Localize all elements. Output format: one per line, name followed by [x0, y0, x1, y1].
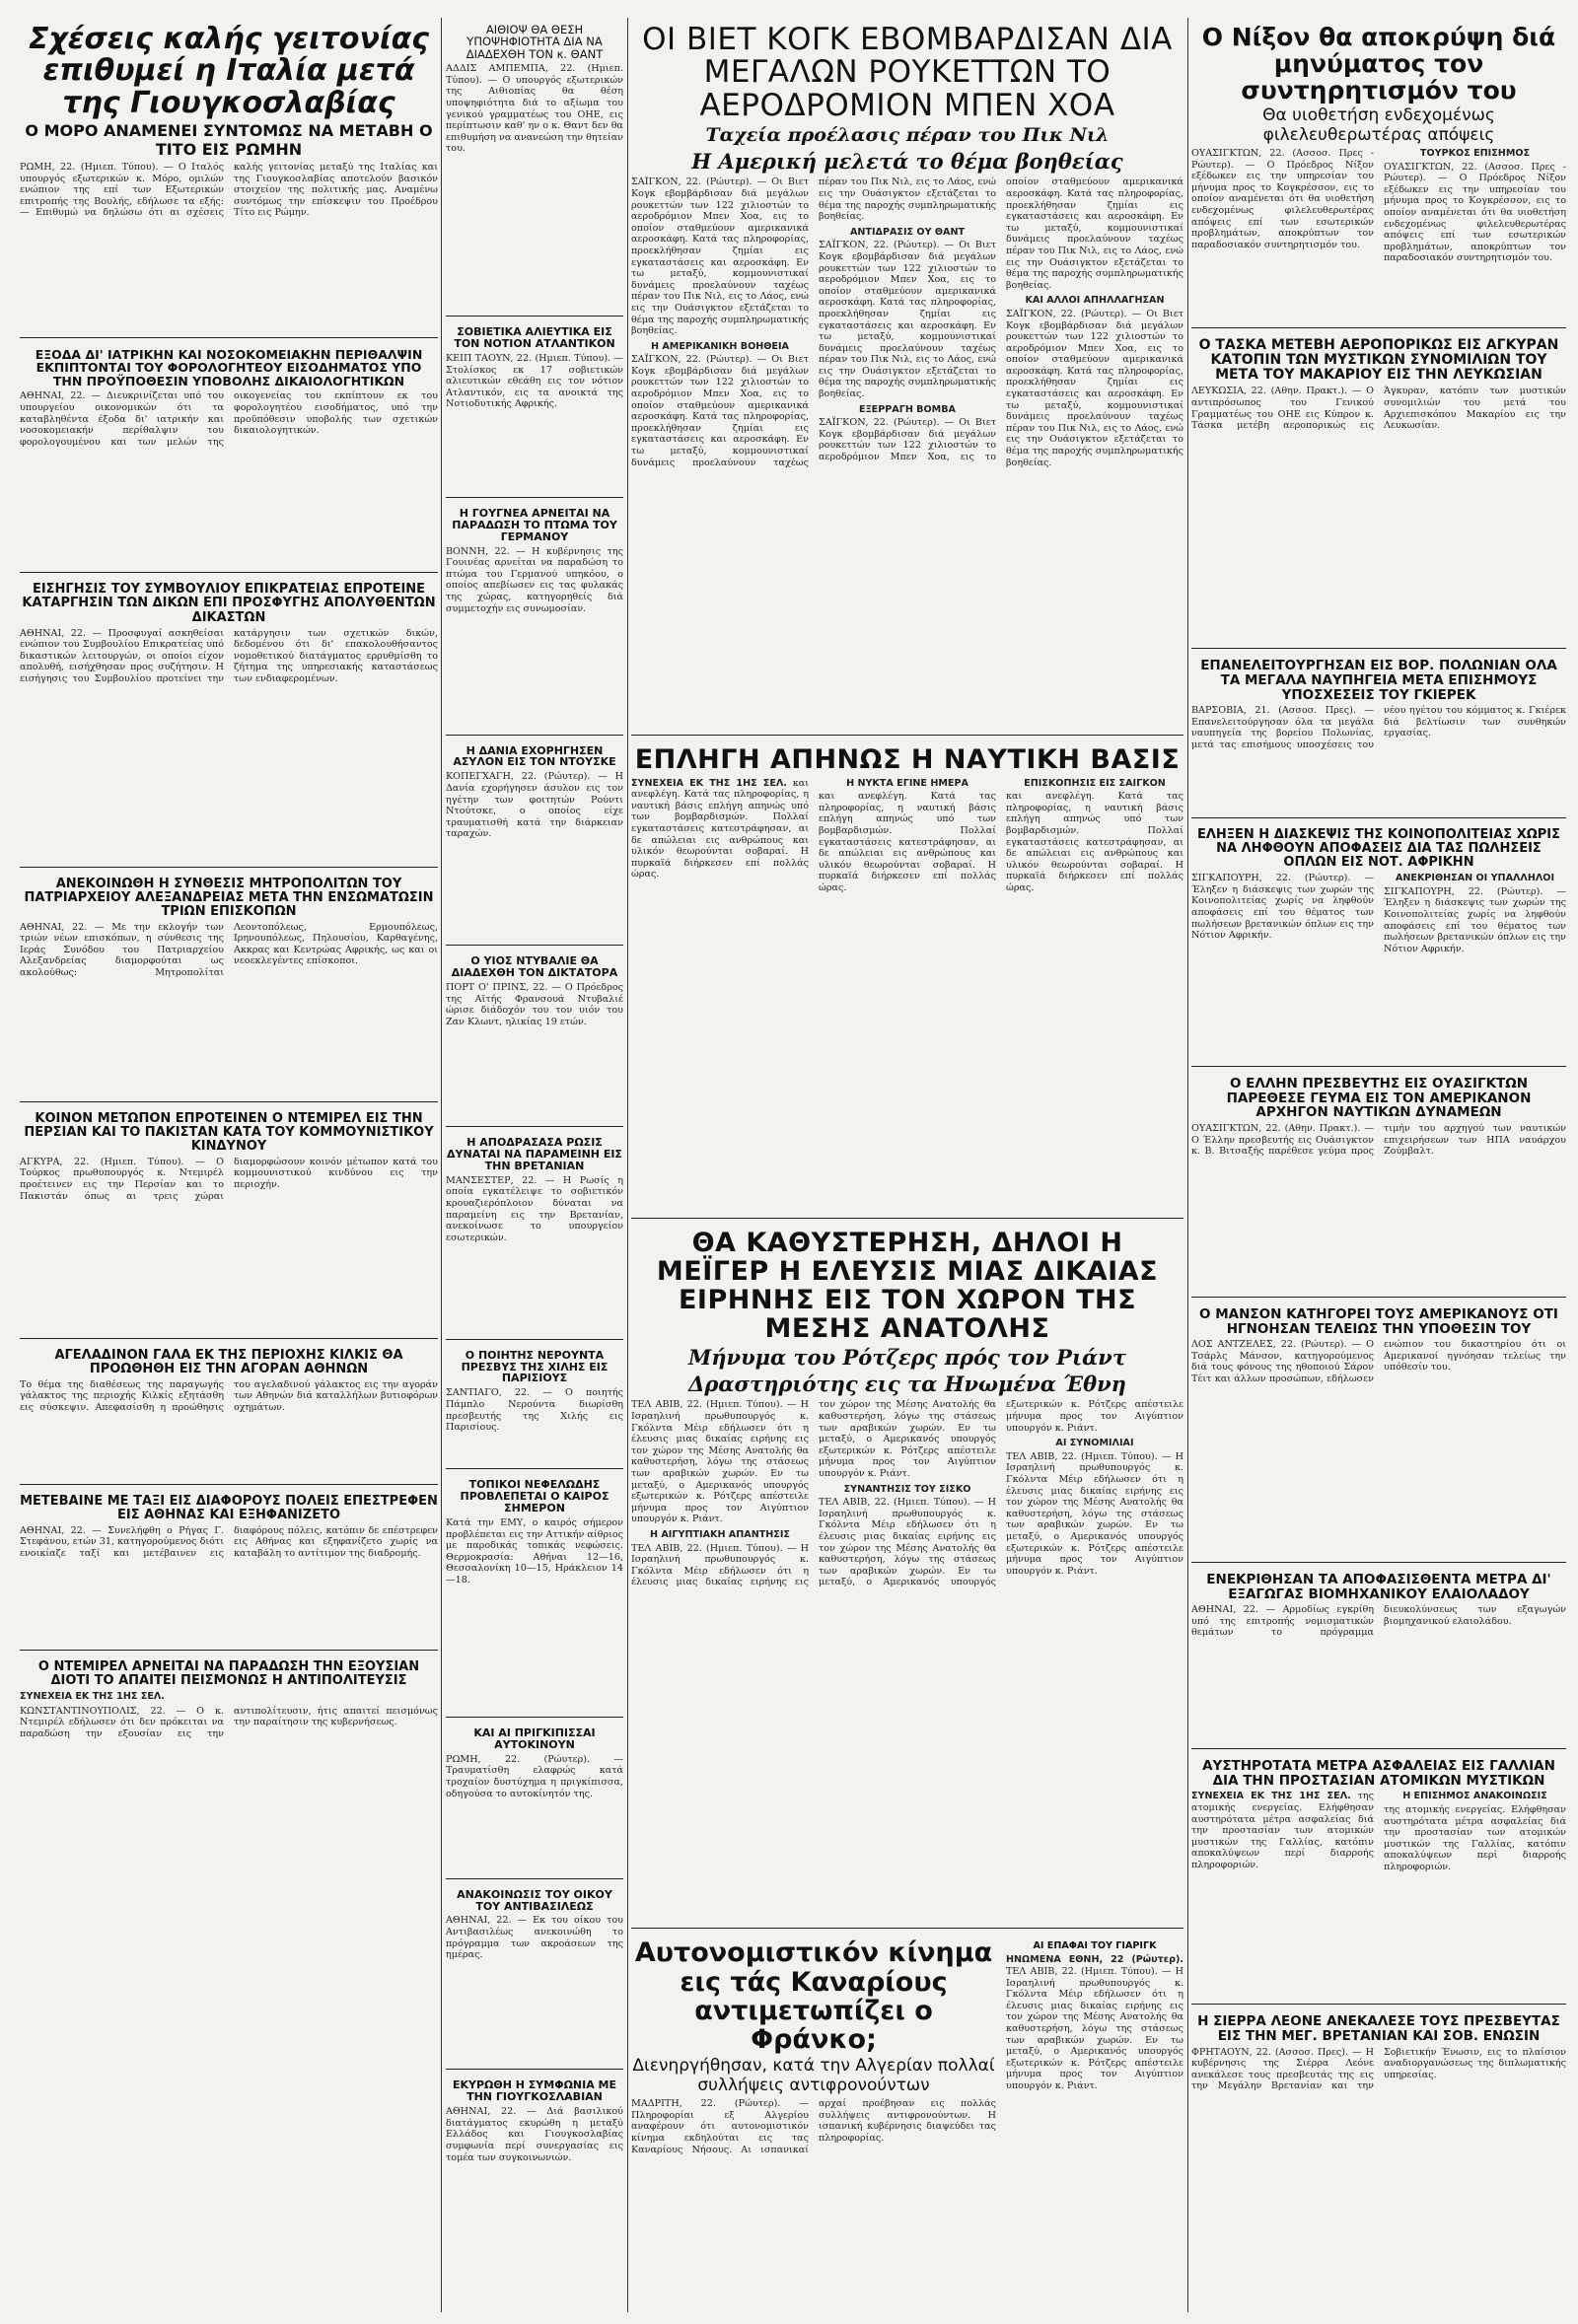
- article-sierra-leone: [1191, 2008, 1566, 2219]
- article-patriarchate: [20, 872, 438, 1102]
- section-subhead: Η ΕΠΙΣΗΜΟΣ ΑΝΑΚΟΙΝΩΣΙΣ: [1402, 1791, 1547, 1802]
- headline: ΟΙ ΒΙΕΤ ΚΟΓΚ ΕΒΟΜΒΑΡΔΙΣΑΝ ΔΙΑ ΜΕΓΑΛΩΝ ΡΟΥΚΕΤΤΩΝ ΤΟ ΑΕΡΟΔΡΟΜΙΟΝ ΜΠΕΝ ΧΟΑ: [642, 22, 1173, 123]
- article-demirel-front: [20, 1106, 438, 1339]
- article-duvalier: [446, 950, 623, 1127]
- article-body: ΑΘΗΝΑΙ, 22. — Εκ του οίκου του Αντιβασιλέως ανεκοινώθη το πρόγραμμα των ακροάσεων της ημέρας.: [446, 1915, 623, 1961]
- article-body-cont: ΣΑΪΓΚΟΝ, 22. (Ρώυτερ). — Οι Βιετ Κογκ εβομβάρδισαν διά μεγάλων ρουκεττών των 122 χιλιοστών το αεροδρόμιον Μπεν Χοα, εις το οποίον σταθμεύουν αμερικανικά αεροσκάφη. Κατά τας πληροφορίας, προεκλήθησαν ζημίαι εις εγκαταστάσεις και αεροσκάφη. Εν τω μεταξύ, κομμουνιστικαί δυνάμεις προελαύνουν ταχέως πέραν του Πικ Νιλ, εις το Λάος, ενώ εις την Ουάσιγκτον εξετάζεται το θέμα της παροχής συμπληρωματικής βοηθείας.: [631, 176, 996, 468]
- article-body: ΟΥΑΣΙΓΚΤΩΝ, 22. (Αθην. Πρακτ.). — Ο Έλλην πρεσβευτής εις Ουάσιγκτον κ. Β. Βιτσαξής παρέθεσε γεύμα προς τιμήν του αρχηγού των ναυτικών επιχειρήσεων των ΗΠΑ ναυάρχου Ζούμβαλτ.: [1191, 1122, 1566, 1158]
- article-denmark-asylum: [446, 739, 623, 947]
- article-kilkis-milk: [20, 1343, 438, 1485]
- article-body: ΑΔΔΙΣ ΑΜΠΕΜΠΑ, 22. (Ημιεπ. Τύπου). — Ο υπουργός εξωτερικών της Αιθιοπίας θα θέση υποψηφιότητα διά το αξίωμα του γενικού γραμματέως του ΟΗΕ, εις περίπτωσιν καθ' ην ο κ. Θαντ δεν θα επιθυμήση να ανανεώση την θητείαν του.: [446, 63, 623, 155]
- article-body: ΣΥΝΕΧΕΙΑ ΕΚ ΤΗΣ 1ΗΣ ΣΕΛ. της ατομικής ενεργείας. Ελήφθησαν αυστηρότατα μέτρα ασφαλείας διά την προστασίαν των ατομικών μυστικών της Γαλλίας, κατόπιν αποκαλύψεων περί διαρροής πληροφοριών. Η ΕΠΙΣΗΜΟΣ ΑΝΑΚΟΙΝΩΣΙΣ της ατομικής ενεργείας. Ελήφθησαν αυστηρότατα μέτρα ασφαλείας διά την προστασίαν των ατομικών μυστικών της Γαλλίας, κατόπιν αποκαλύψεων περί διαρροής πληροφοριών.: [1191, 1791, 1566, 1873]
- section-subhead: ΑΝΤΙΔΡΑΣΙΣ ΟΥ ΘΑΝΤ: [849, 226, 966, 238]
- column-2: [446, 18, 623, 2312]
- section-subhead: Η ΝΥΚΤΑ ΕΓΙΝΕ ΗΜΕΡΑ: [846, 777, 968, 789]
- subheadline: Θα υιοθετήση ενδεχομένως φιλελευθερωτέρας απόψεις: [1262, 106, 1495, 145]
- section-subhead: ΑΙ ΣΥΝΟΜΙΛΙΑΙ: [1055, 1438, 1134, 1449]
- article-body: ΑΘΗΝΑΙ, 22. — Διά βασιλικού διατάγματος εκυρώθη η μεταξύ Ελλάδος και Γιουγκοσλαβίας συμφωνία περί συνεργασίας εις τομέα των συγκοινωνιών.: [446, 2106, 623, 2163]
- article-guinea: [446, 502, 623, 736]
- article-body: Κατά την ΕΜΥ, ο καιρός σήμερον προβλέπεται εις την Αττικήν αίθριος με παροδικάς τοπικάς νεφώσεις. Θερμοκρασία: Αθήναι 12—16, Θεσσαλονίκη 10—15, Ηράκλειον 14—18.: [446, 1516, 623, 1585]
- headline: Ο ΤΑΣΚΑ ΜΕΤΕΒΗ ΑΕΡΟΠΟΡΙΚΩΣ ΕΙΣ ΑΓΚΥΡΑΝ ΚΑΤΟΠΙΝ ΤΩΝ ΜΥΣΤΙΚΩΝ ΣΥΝΟΜΙΛΙΩΝ ΤΟΥ ΜΕΤΑ ΤΟΥ ΜΑΚΑΡΙΟΥ ΕΙΣ ΤΗΝ ΛΕΥΚΩΣΙΑΝ: [1198, 337, 1559, 384]
- article-body: ΗΝΩΜΕΝΑ ΕΘΝΗ, 22 (Ρώυτερ). ΤΕΛ ΑΒΙΒ, 22. (Ημιεπ. Τύπου). — Η Ισραηλινή πρωθυπουργός κ. Γκόλντα Μέιρ εδήλωσεν ότι η έλευσις μιας δικαίας ειρήνης εις τον χώρον της Μέσης Ανατολής θα καθυστερήση, λόγω της στάσεως των αραβικών χωρών. Εν τω μεταξύ, ο Αμερικανός υπουργός εξωτερικών κ. Ρότζερς απέστειλε μήνυμα προς τον Αιγύπτιον υπουργόν κ. Ριάντ.: [1006, 1954, 1184, 2091]
- headline: ΚΑΙ ΑΙ ΠΡΙΓΚΙΠΙΣΣΑΙ ΑΥΤΟΚΙΝΟΥΝ: [473, 1725, 596, 1751]
- article-body: ΦΡΗΤΑΟΥΝ, 22. (Ασσοσ. Πρες). — Η κυβέρνησις της Σιέρρα Λεόνε ανεκάλεσε τους πρεσβευτάς της εις την Μεγάλην Βρετανίαν και την Σοβιετικήν Ένωσιν, εις το πλαίσιον αναδιοργανώσεως της διπλωματικής υπηρεσίας.: [1191, 2046, 1566, 2092]
- subheadline: Ταχεία προέλασις πέραν του Πικ Νιλ: [705, 124, 1110, 147]
- subheadline: Ο ΜΟΡΟ ΑΝΑΜΕΝΕΙ ΣΥΝΤΟΜΩΣ ΝΑ ΜΕΤΑΒΗ Ο ΤΙΤΟ ΕΙΣ ΡΩΜΗΝ: [25, 121, 433, 159]
- article-body-cont: ΤΕΛ ΑΒΙΒ, 22. (Ημιεπ. Τύπου). — Η Ισραηλινή πρωθυπουργός κ. Γκόλντα Μέιρ εδήλωσεν ότι η έλευσις μιας δικαίας ειρήνης εις τον χώρον της Μέσης Ανατολής θα καθυστερήση, λόγω της στάσεως των αραβικών χωρών. Εν τω μεταξύ, ο Αμερικανός υπουργός εξωτερικών κ. Ρότζερς απέστειλε μήνυμα προς τον Αιγύπτιον υπουργόν κ. Ριάντ.: [631, 1399, 996, 1588]
- article-body: ΑΘΗΝΑΙ, 22. — Με την εκλογήν των τριών νέων επισκόπων, η σύνθεσις της Ιεράς Συνόδου του Πατριαρχείου Αλεξανδρείας διαμορφούται ως ακολούθως: Μητροπολίται Λεοντοπόλεως, Ερμουπόλεως, Ιρηνουπόλεως, Πηλουσίου, Καρθαγένης, Ακκρας και Κεντρώας Αφρικής, ως και οι νεοεκλεγέντες επίσκοποι.: [20, 921, 438, 979]
- headline: Η ΣΙΕΡΡΑ ΛΕΟΝΕ ΑΝΕΚΑΛΕΣΕ ΤΟΥΣ ΠΡΕΣΒΕΥΤΑΣ ΕΙΣ ΤΗΝ ΜΕΓ. ΒΡΕΤΑΝΙΑΝ ΚΑΙ ΣΟΒ. ΕΝΩΣΙΝ: [1197, 2013, 1560, 2045]
- headline: ΕΙΣΗΓΗΣΙΣ ΤΟΥ ΣΥΜΒΟΥΛΙΟΥ ΕΠΙΚΡΑΤΕΙΑΣ ΕΠΡΟΤΕΙΝΕ ΚΑΤΑΡΓΗΣΙΝ ΤΩΝ ΔΙΚΩΝ ΕΠΙ ΠΡΟΣΦΥΓΗΣ ΑΠΟΛΥΘΕΝΤΩΝ ΔΙΚΑΣΤΩΝ: [22, 582, 436, 625]
- article-body-cont: ΤΕΛ ΑΒΙΒ, 22. (Ημιεπ. Τύπου). — Η Ισραηλινή πρωθυπουργός κ. Γκόλντα Μέιρ εδήλωσεν ότι η έλευσις μιας δικαίας ειρήνης εις τον χώρον της Μέσης Ανατολής θα καθυστερήση, λόγω της στάσεως των αραβικών χωρών. Εν τω μεταξύ, ο Αμερικανός υπουργός εξωτερικών κ. Ρότζερς απέστειλε μήνυμα προς τον Αιγύπτιον υπουργόν κ. Ριάντ.: [1006, 1450, 1184, 1577]
- article-princess: [446, 1722, 623, 1879]
- article-body: ΚΟΠΕΓΧΑΓΗ, 22. (Ρώυτερ). — Η Δανία εχορήγησεν άσυλον εις τον ηγέτην των φοιτητών Ρούντι Ντούτσκε, ο οποίος είχε τραυματισθή κατά την διάρκειαν ταραχών.: [446, 771, 623, 840]
- section-subhead: ΣΥΝΑΝΤΗΣΙΣ ΤΟΥ ΣΙΣΚΟ: [843, 1483, 971, 1495]
- column-rule: [1187, 18, 1188, 2312]
- headline: ΕΚΥΡΩΘΗ Η ΣΥΜΦΩΝΙΑ ΜΕ ΤΗΝ ΓΙΟΥΓΚΟΣΛΑΒΙΑΝ: [452, 2078, 617, 2104]
- section-subhead: ΤΟΥΡΚΟΣ ΕΠΙΣΗΜΟΣ: [1419, 148, 1531, 160]
- column-4: [1191, 18, 1566, 2312]
- headline: Η ΓΟΥΓΝΕΑ ΑΡΝΕΙΤΑΙ ΝΑ ΠΑΡΑΔΩΣΗ ΤΟ ΠΤΩΜΑ ΤΟΥ ΓΕΡΜΑΝΟΥ: [452, 506, 617, 543]
- article-canaries: [631, 1933, 1184, 2203]
- article-manson: [1191, 1302, 1566, 1563]
- headline: ΘΑ ΚΑΘΥΣΤΕΡΗΣΗ, ΔΗΛΟΙ Η ΜΕΪΓΕΡ Η ΕΛΕΥΣΙΣ ΜΙΑΣ ΔΙΚΑΙΑΣ ΕΙΡΗΝΗΣ ΕΙΣ ΤΟΝ ΧΩΡΟΝ ΤΗΣ ΜΕΣΗΣ ΑΝΑΤΟΛΗΣ: [656, 1227, 1159, 1345]
- section-subhead: ΚΑΙ ΑΛΛΟΙ ΑΠΗΛΛΑΓΗΣΑΝ: [1025, 295, 1165, 307]
- article-viet-cong: [631, 18, 1184, 736]
- headline: Ο ΜΑΝΣΟΝ ΚΑΤΗΓΟΡΕΙ ΤΟΥΣ ΑΜΕΡΙΚΑΝΟΥΣ ΟΤΙ ΗΓΝΟΗΣΑΝ ΤΕΛΕΙΩΣ ΤΗΝ ΥΠΟΘΕΣΙΝ ΤΟΥ: [1199, 1305, 1558, 1337]
- article-soviet-fishing: [446, 320, 623, 498]
- article-body-cont: ΣΑΪΓΚΟΝ, 22. (Ρώυτερ). — Οι Βιετ Κογκ εβομβάρδισαν διά μεγάλων ρουκεττών των 122 χιλιοστών το αεροδρόμιον Μπεν Χοα, εις το οποίον σταθμεύουν αμερικανικά αεροσκάφη. Κατά τας πληροφορίας, προεκλήθησαν ζημίαι εις εγκαταστάσεις και αεροσκάφη. Εν τω μεταξύ, κομμουνιστικαί δυνάμεις προελαύνουν ταχέως πέραν του Πικ Νιλ, εις το Λάος, ενώ εις την Ουάσιγκτον εξετάζεται το θέμα της παροχής συμπληρωματικής βοηθείας.: [819, 240, 996, 400]
- headline: ΕΛΗΞΕΝ Η ΔΙΑΣΚΕΨΙΣ ΤΗΣ ΚΟΙΝΟΠΟΛΙΤΕΙΑΣ ΧΩΡΙΣ ΝΑ ΛΗΦΘΟΥΝ ΑΠΟΦΑΣΕΙΣ ΔΙΑ ΤΑΣ ΠΩΛΗΣΕΙΣ ΟΠΛΩΝ ΕΙΣ ΝΟΤ. ΑΦΡΙΚΗΝ: [1196, 827, 1561, 871]
- article-body: ΒΟΝΝΗ, 22. — Η κυβέρνησις της Γουινέας αρνείται να παραδώση το πτώμα του Γερμανού υπηκόου, ο οποίος απεβίωσεν εις τας φυλακάς της χώρας, κατηγορηθείς διά συμμετοχήν εις συνωμοσίαν.: [446, 545, 623, 614]
- article-body: ΒΑΡΣΟΒΙΑ, 21. (Ασσοσ. Πρες). — Επανελειτούργησαν όλα τα μεγάλα ναυπηγεία της βορείου Πολωνίας, μετά τας επισήμους υποσχέσεις του νέου ηγέτου του κόμματος κ. Γκιέρεκ διά βελτίωσιν των συνθηκών εργασίας.: [1191, 705, 1566, 750]
- article-ethiopia-un: [446, 18, 623, 317]
- headline: Ο Νίξον θα αποκρύψη διά μηνύματος τον συντηρητισμόν του: [1201, 23, 1556, 105]
- headline: ΚΟΙΝΟΝ ΜΕΤΩΠΟΝ ΕΠΡΟΤΕΙΝΕΝ Ο ΝΤΕΜΙΡΕΛ ΕΙΣ ΤΗΝ ΠΕΡΣΙΑΝ ΚΑΙ ΤΟ ΠΑΚΙΣΤΑΝ ΚΑΤΑ ΤΟΥ ΚΟΜΜΟΥΝΙΣΤΙΚΟΥ ΚΙΝΔΥΝΟΥ: [24, 1110, 434, 1154]
- section-subhead: ΕΞΕΡΡΑΓΗ ΒΟΜΒΑ: [859, 403, 956, 415]
- article-body: ΑΘΗΝΑΙ, 22. — Συνελήφθη ο Ρήγας Γ. Στεφάνου, ετών 31, κατηγορούμενος διότι ενοικίαζε ταξί και μετέβαινεν εις διαφόρους πόλεις, κατόπιν δε επέστρεφεν εις Αθήνας και εξηφανίζετο χωρίς να καταβάλη το αντίτιμον της διαδρομής.: [20, 1524, 438, 1560]
- section-subhead: ΕΠΙΣΚΟΠΗΣΙΣ ΕΙΣ ΣΑΪΓΚΟΝ: [1024, 777, 1166, 789]
- article-body: ΤΕΛ ΑΒΙΒ, 22. (Ημιεπ. Τύπου). — Η Ισραηλινή πρωθυπουργός κ. Γκόλντα Μέιρ εδήλωσεν ότι η έλευσις μιας δικαίας ειρήνης εις τον χώρον της Μέσης Ανατολής θα καθυστερήση, λόγω της στάσεως των αραβικών χωρών. Εν τω μεταξύ, ο Αμερικανός υπουργός εξωτερικών κ. Ρότζερς απέστειλε μήνυμα προς τον Αιγύπτιον υπουργόν κ. Ριάντ. Η ΑΙΓΥΠΤΙΑΚΗ ΑΠΑΝΤΗΣΙΣ ΤΕΛ ΑΒΙΒ, 22. (Ημιεπ. Τύπου). — Η Ισραηλινή πρωθυπουργός κ. Γκόλντα Μέιρ εδήλωσεν ότι η έλευσις μιας δικαίας ειρήνης εις τον χώρον της Μέσης Ανατολής θα καθυστερήση, λόγω της στάσεως των αραβικών χωρών. Εν τω μεταξύ, ο Αμερικανός υπουργός εξωτερικών κ. Ρότζερς απέστειλε μήνυμα προς τον Αιγύπτιον υπουργόν κ. Ριάντ. ΣΥΝΑΝΤΗΣΙΣ ΤΟΥ ΣΙΣΚΟ ΤΕΛ ΑΒΙΒ, 22. (Ημιεπ. Τύπου). — Η Ισραηλινή πρωθυπουργός κ. Γκόλντα Μέιρ εδήλωσεν ότι η έλευσις μιας δικαίας ειρήνης εις τον χώρον της Μέσης Ανατολής θα καθυστερήση, λόγω της στάσεως των αραβικών χωρών. Εν τω μεταξύ, ο Αμερικανός υπουργός εξωτερικών κ. Ρότζερς απέστειλε μήνυμα προς τον Αιγύπτιον υπουργόν κ. Ριάντ. ΑΙ ΣΥΝΟΜΙΛΙΑΙ ΤΕΛ ΑΒΙΒ, 22. (Ημιεπ. Τύπου). — Η Ισραηλινή πρωθυπουργός κ. Γκόλντα Μέιρ εδήλωσεν ότι η έλευσις μιας δικαίας ειρήνης εις τον χώρον της Μέσης Ανατολής θα καθυστερήση, λόγω της στάσεως των αραβικών χωρών. Εν τω μεταξύ, ο Αμερικανός υπουργός εξωτερικών κ. Ρότζερς απέστειλε μήνυμα προς τον Αιγύπτιον υπουργόν κ. Ριάντ.: [631, 1399, 1184, 1588]
- headline: ΜΕΤΕΒΑΙΝΕ ΜΕ ΤΑΞΙ ΕΙΣ ΔΙΑΦΟΡΟΥΣ ΠΟΛΕΙΣ ΕΠΕΣΤΡΕΦΕΝ ΕΙΣ ΑΘΗΝΑΣ ΚΑΙ ΕΞΗΦΑΝΙΖΕΤΟ: [20, 1493, 438, 1522]
- article-body: ΑΘΗΝΑΙ, 22. — Προσφυγαί ασκηθείσαι ενώπιον του Συμβουλίου Επικρατείας υπό δικαστικών λειτουργών, οι οποίοι είχον απολυθή, εισήχθησαν προς συζήτησιν. Η εισήγησις του Συμβουλίου προτείνει την κατάργησιν των σχετικών δικών, δεδομένου ότι δι' επακολουθήσαντος νομοθετικού διατάγματος ερρυθμίσθη το ζήτημα της υπηρεσιακής καταστάσεως των ενδιαφερομένων.: [20, 627, 438, 684]
- headline: Ο ΕΛΛΗΝ ΠΡΕΣΒΕΥΤΗΣ ΕΙΣ ΟΥΑΣΙΓΚΤΩΝ ΠΑΡΕΘΕΣΕ ΓΕΥΜΑ ΕΙΣ ΤΟΝ ΑΜΕΡΙΚΑΝΟΝ ΑΡΧΗΓΟΝ ΝΑΥΤΙΚΩΝ ΔΥΝΑΜΕΩΝ: [1226, 1076, 1532, 1121]
- article-body: ΡΩΜΗ, 22. (Ημιεπ. Τύπου). — Ο Ιταλός υπουργός εξωτερικών κ. Μόρο, ομιλών ενώπιον της επί των Εξωτερικών επιτροπής της Βουλής, εδήλωσε τα εξής: — Επιθυμώ να δηλώσω ότι αι σχέσεις καλής γειτονίας μεταξύ της Ιταλίας και της Γιουγκοσλαβίας αποτελούν βασικόν στοιχείον της πολιτικής μας. Αναμένω συντόμως την επίσκεψιν του Προέδρου Τίτο εις Ρώμην.: [20, 161, 438, 219]
- headline: ΕΝΕΚΡΙΘΗΣΑΝ ΤΑ ΑΠΟΦΑΣΙΣΘΕΝΤΑ ΜΕΤΡΑ ΔΙ' ΕΞΑΓΩΓΑΣ ΒΙΟΜΗΧΑΝΙΚΟΥ ΕΛΑΙΟΛΑΔΟΥ: [1206, 1572, 1551, 1602]
- headline: ΕΠΑΝΕΛΕΙΤΟΥΡΓΗΣΑΝ ΕΙΣ ΒΟΡ. ΠΟΛΩΝΙΑΝ ΟΛΑ ΤΑ ΜΕΓΑΛΑ ΝΑΥΠΗΓΕΙΑ ΜΕΤΑ ΕΠΙΣΗΜΟΥΣ ΥΠΟΣΧΕΣΕΙΣ ΤΟΥ ΓΚΙΕΡΕΚ: [1200, 658, 1557, 703]
- article-greek-ambassador: [1191, 1071, 1566, 1298]
- article-middle-east: [631, 1223, 1184, 1930]
- yarring-sidebar: [1006, 1937, 1184, 2197]
- subheadline: Διενηργήθησαν, κατά την Αλγερίαν πολλαί συλλήψεις αντιφρονούντων: [632, 2056, 995, 2095]
- article-body: ΛΟΣ ΑΝΤΖΕΛΕΣ, 22. (Ρώυτερ). — Ο Τσάρλς Μάνσον, κατηγορούμενος διά τους φόνους της ηθοποιού Σάρον Τέιτ και άλλων προσώπων, εδήλωσεν ενώπιον του δικαστηρίου ότι οι Αμερικανοί ηγνόησαν τελείως την υπόθεσίν του.: [1191, 1339, 1566, 1384]
- headline: ΕΠΛΗΓΗ ΑΠΗΝΩΣ Η ΝΑΥΤΙΚΗ ΒΑΣΙΣ: [634, 744, 1181, 776]
- article-tasca: [1191, 332, 1566, 649]
- article-naval-base: [631, 739, 1184, 1218]
- article-body: ΡΩΜΗ, 22. (Ρώυτερ). — Τραυματίσθη ελαφρώς κατά τροχαίον δυστύχημα η πριγκίπισσα, οδηγούσα το αυτοκίνητόν της.: [446, 1753, 623, 1799]
- article-regent: [446, 1883, 623, 2071]
- headline: ΣΟΒΙΕΤΙΚΑ ΑΛΙΕΥΤΙΚΑ ΕΙΣ ΤΟΝ ΝΟΤΙΟΝ ΑΤΛΑΝΤΙΚΟΝ: [454, 325, 615, 351]
- column-1: [20, 18, 438, 2312]
- article-body-cont: και ανεφλέγη. Κατά τας πληροφορίας, η ναυτική βάσις επλήγη απηνώς υπό των βομβαρδισμών. Πολλαί εγκαταστάσεις κατεστράφησαν, αι δε απώλειαι εις ανθρώπους και υλικόν θεωρούνται σοβαραί. Η πυρκαϊά διήρκεσεν επί πολλάς ώρας.: [819, 791, 996, 893]
- headline: Αυτονομιστικόν κίνημα εις τάς Καναρίους αντιμετωπίζει ο Φράνκο;: [634, 1937, 993, 2055]
- headline: ΤΟΠΙΚΟΙ ΝΕΦΕΛΩΔΗΣ ΠΡΟΒΛΕΠΕΤΑΙ Ο ΚΑΙΡΟΣ ΣΗΜΕΡΟΝ: [460, 1478, 610, 1515]
- article-body: ΜΑΝΣΕΣΤΕΡ, 22. — Η Ρωσίς η οποία εγκατέλειψε το σοβιετικόν κρουαζιερόπλοιον δύναται να παραμείνη εις την Βρετανίαν, ανεκοίνωσε το υπουργείον εσωτερικών.: [446, 1174, 623, 1243]
- article-body: Το θέμα της διαθέσεως της παραγωγής γάλακτος της περιοχής Κιλκίς εξητάσθη εις σύσκεψιν. Απεφασίσθη η προώθησις του αγελαδινού γάλακτος εις την αγοράν των Αθηνών διά καταλλήλων βυτιοφόρων οχημάτων.: [20, 1378, 438, 1413]
- article-body: ΣΙΓΚΑΠΟΥΡΗ, 22. (Ρώυτερ). — Έληξεν η διάσκεψις των χωρών της Κοινοπολιτείας χωρίς να ληφθούν αποφάσεις επί του θέματος των πωλήσεων βρετανικών όπλων εις την Νότιον Αφρικήν. ΑΝΕΚΡΙΘΗΣΑΝ ΟΙ ΥΠΑΛΛΗΛΟΙ ΣΙΓΚΑΠΟΥΡΗ, 22. (Ρώυτερ). — Έληξεν η διάσκεψις των χωρών της Κοινοπολιτείας χωρίς να ληφθούν αποφάσεις επί του θέματος των πωλήσεων βρετανικών όπλων εις την Νότιον Αφρικήν.: [1191, 873, 1566, 954]
- subheadline: Μήνυμα του Ρότζερς πρός τον Ριάντ: [688, 1345, 1126, 1371]
- article-nixon: [1191, 18, 1566, 328]
- article-body-cont: ΟΥΑΣΙΓΚΤΩΝ, 22. (Ασσοσ. Πρες - Ρώυτερ). — Ο Πρόεδρος Νίξον εξέδωκεν εις την υπηρεσίαν του μήνυμα προς το Κογκρέσσον, εις το οποίον αναμένεται ότι θα υιοθετήση ενδεχομένως φιλελευθερωτέρας απόψεις επί των εσωτερικών προβλημάτων, αποκρύπτων τον παραδοσιακόν συντηρητισμόν του.: [1384, 161, 1566, 264]
- article-russian-defector: [446, 1131, 623, 1340]
- headline: ΑΝΑΚΟΙΝΩΣΙΣ ΤΟΥ ΟΙΚΟΥ ΤΟΥ ΑΝΤΙΒΑΣΙΛΕΩΣ: [457, 1887, 612, 1913]
- article-body: ΣΑΝΤΙΑΓΟ, 22. — Ο ποιητής Πάμπλο Νερούντα διωρίσθη πρεσβευτής της Χιλής εις Παρισίους.: [446, 1387, 623, 1434]
- column-rule: [627, 18, 628, 2312]
- section-subhead: Η ΑΜΕΡΙΚΑΝΙΚΗ ΒΟΗΘΕΙΑ: [651, 340, 789, 352]
- article-france-atomic: [1191, 1753, 1566, 2005]
- article-body-cont: ΣΑΪΓΚΟΝ, 22. (Ρώυτερ). — Οι Βιετ Κογκ εβομβάρδισαν διά μεγάλων ρουκεττών των 122 χιλιοστών το αεροδρόμιον Μπεν Χοα, εις το οποίον σταθμεύουν αμερικανικά αεροσκάφη. Κατά τας πληροφορίας, προεκλήθησαν ζημίαι εις εγκαταστάσεις και αεροσκάφη. Εν τω μεταξύ, κομμουνιστικαί δυνάμεις προελαύνουν ταχέως πέραν του Πικ Νιλ, εις το Λάος, ενώ εις την Ουάσιγκτον εξετάζεται το θέμα της παροχής συμπληρωματικής βοηθείας.: [819, 176, 1184, 463]
- article-yugoslavia-agreement: [446, 2074, 623, 2220]
- article-body-cont: της ατομικής ενεργείας. Ελήφθησαν αυστηρότατα μέτρα ασφαλείας διά την προστασίαν των ατομικών μυστικών της Γαλλίας, κατόπιν αποκαλύψεων περί διαρροής πληροφοριών.: [1384, 1804, 1566, 1873]
- headline: ΕΞΟΔΑ ΔΙ' ΙΑΤΡΙΚΗΝ ΚΑΙ ΝΟΣΟΚΟΜΕΙΑΚΗΝ ΠΕΡΙΘΑΛΨΙΝ ΕΚΠΙΠΤΟΝΤΑΙ ΤΟΥ ΦΟΡΟΛΟΓΗΤΕΟΥ ΕΙΣΟΔΗΜΑΤΟΣ ΥΠΟ ΤΗΝ ΠΡΟΫΠΟΘΕΣΙΝ ΥΠΟΒΟΛΗΣ ΔΙΚΑΙΟΛΟΓΗΤΙΚΩΝ: [35, 346, 423, 388]
- headline: Η ΑΠΟΔΡΑΣΑΣΑ ΡΩΣΙΣ ΔΥΝΑΤΑΙ ΝΑ ΠΑΡΑΜΕΙΝΗ ΕΙΣ ΤΗΝ ΒΡΕΤΑΝΙΑΝ: [447, 1136, 622, 1172]
- article-body: ΜΑΔΡΙΤΗ, 22. (Ρώυτερ). — Πληροφορίαι εξ Αλγερίου αναφέρουν ότι αυτονομιστικόν κίνημα εκδηλούται εις τας Καναρίους Νήσους. Αι ισπανικαί αρχαί προέβησαν εις πολλάς συλλήψεις αντιφρονούντων. Η ισπανική κυβέρνησις διαψεύδει τας πληροφορίας.: [631, 2098, 996, 2155]
- headline: Ο ΥΙΟΣ ΝΤΥΒΑΛΙΕ ΘΑ ΔΙΑΔΕΧΘΗ ΤΟΝ ΔΙΚΤΑΤΟΡΑ: [451, 954, 618, 980]
- article-demirel-power: [20, 1655, 438, 1879]
- subheadline: Δραστηριότης εις τα Ηνωμένα Έθνη: [688, 1372, 1126, 1397]
- section-subhead: Η ΑΙΓΥΠΤΙΑΚΗ ΑΠΑΝΤΗΣΙΣ: [650, 1528, 790, 1540]
- headline: Ο ΝΤΕΜΙΡΕΛ ΑΡΝΕΙΤΑΙ ΝΑ ΠΑΡΑΔΩΣΗ ΤΗΝ ΕΞΟΥΣΙΑΝ ΔΙΟΤΙ ΤΟ ΑΠΑΙΤΕΙ ΠΕΙΣΜΟΝΩΣ Η ΑΝΤΙΠΟΛΙΤΕΥΣΙΣ: [37, 1658, 420, 1688]
- article-italy-yugoslavia: [20, 18, 438, 338]
- section-subhead: ΑΝΕΚΡΙΘΗΣΑΝ ΟΙ ΥΠΑΛΛΗΛΟΙ: [1395, 873, 1555, 884]
- article-body-cont: ΣΑΪΓΚΟΝ, 22. (Ρώυτερ). — Οι Βιετ Κογκ εβομβάρδισαν διά μεγάλων ρουκεττών των 122 χιλιοστών το αεροδρόμιον Μπεν Χοα, εις το οποίον σταθμεύουν αμερικανικά αεροσκάφη. Κατά τας πληροφορίας, προεκλήθησαν ζημίαι εις εγκαταστάσεις και αεροσκάφη. Εν τω μεταξύ, κομμουνιστικαί δυνάμεις προελαύνουν ταχέως πέραν του Πικ Νιλ, εις το Λάος, ενώ εις την Ουάσιγκτον εξετάζεται το θέμα της παροχής συμπληρωματικής βοηθείας.: [1006, 308, 1184, 468]
- article-body-cont: και ανεφλέγη. Κατά τας πληροφορίας, η ναυτική βάσις επλήγη απηνώς υπό των βομβαρδισμών. Πολλαί εγκαταστάσεις κατεστράφησαν, αι δε απώλειαι εις ανθρώπους και υλικόν θεωρούνται σοβαραί. Η πυρκαϊά διήρκεσεν επί πολλάς ώρας.: [1006, 791, 1184, 893]
- headline: Σχέσεις καλής γειτονίας επιθυμεί η Ιταλία μετά της Γιουγκοσλαβίας: [28, 22, 430, 120]
- article-olive-oil: [1191, 1567, 1566, 1749]
- article-body: ΚΕΙΠ ΤΑΟΥΝ, 22. (Ημιεπ. Τύπου). — Στολίσκος εκ 17 σοβιετικών αλιευτικών εθεάθη εις τον νότιον Ατλαντικόν, εις τα ανοικτά της Νοτιοδυτικής Αφρικής.: [446, 352, 623, 410]
- column-3: [631, 18, 1184, 2312]
- article-taxi: [20, 1489, 438, 1651]
- article-body-cont: ΣΙΓΚΑΠΟΥΡΗ, 22. (Ρώυτερ). — Έληξεν η διάσκεψις των χωρών της Κοινοπολιτείας χωρίς να ληφθούν αποφάσεις επί του θέματος των πωλήσεων βρετανικών όπλων εις την Νότιον Αφρικήν.: [1384, 885, 1566, 954]
- headline: ΑΓΕΛΑΔΙΝΟΝ ΓΑΛΑ ΕΚ ΤΗΣ ΠΕΡΙΟΧΗΣ ΚΙΛΚΙΣ ΘΑ ΠΡΟΩΘΗΘΗ ΕΙΣ ΤΗΝ ΑΓΟΡΑΝ ΑΘΗΝΩΝ: [54, 1347, 403, 1376]
- headline: ΑΝΕΚΟΙΝΩΘΗ Η ΣΥΝΘΕΣΙΣ ΜΗΤΡΟΠΟΛΙΤΩΝ ΤΟΥ ΠΑΤΡΙΑΡΧΕΙΟΥ ΑΛΕΞΑΝΔΡΕΙΑΣ ΜΕΤΑ ΤΗΝ ΕΝΣΩΜΑΤΩΣΙΝ ΤΡΙΩΝ ΕΠΙΣΚΟΠΩΝ: [24, 876, 434, 919]
- section-subhead: ΑΙ ΕΠΑΦΑΙ ΤΟΥ ΓΙΑΡΙΓΚ: [1033, 1940, 1157, 1952]
- continuation-label: ΣΥΝΕΧΕΙΑ ΕΚ ΤΗΣ 1ΗΣ ΣΕΛ.: [20, 1690, 165, 1702]
- subheadline: Η Αμερική μελετά το θέμα βοηθείας: [691, 149, 1123, 175]
- canaries-main: [631, 1937, 996, 2197]
- article-body: ΟΥΑΣΙΓΚΤΩΝ, 22. (Ασσοσ. Πρες - Ρώυτερ). — Ο Πρόεδρος Νίξον εξέδωκεν εις την υπηρεσίαν του μήνυμα προς το Κογκρέσσον, εις το οποίον αναμένεται ότι θα υιοθετήση ενδεχομένως φιλελευθερωτέρας απόψεις επί των εσωτερικών προβλημάτων, αποκρύπτων τον παραδοσιακόν συντηρητισμόν του. ΤΟΥΡΚΟΣ ΕΠΙΣΗΜΟΣ ΟΥΑΣΙΓΚΤΩΝ, 22. (Ασσοσ. Πρες - Ρώυτερ). — Ο Πρόεδρος Νίξον εξέδωκεν εις την υπηρεσίαν του μήνυμα προς το Κογκρέσσον, εις το οποίον αναμένεται ότι θα υιοθετήση ενδεχομένως φιλελευθερωτέρας απόψεις επί των εσωτερικών προβλημάτων, αποκρύπτων τον παραδοσιακόν συντηρητισμόν του.: [1191, 148, 1566, 264]
- article-body: ΣΥΝΕΧΕΙΑ ΕΚ ΤΗΣ 1ΗΣ ΣΕΛ. και ανεφλέγη. Κατά τας πληροφορίας, η ναυτική βάσις επλήγη απηνώς υπό των βομβαρδισμών. Πολλαί εγκαταστάσεις κατεστράφησαν, αι δε απώλειαι εις ανθρώπους και υλικόν θεωρούνται σοβαραί. Η πυρκαϊά διήρκεσεν επί πολλάς ώρας. Η ΝΥΚΤΑ ΕΓΙΝΕ ΗΜΕΡΑ και ανεφλέγη. Κατά τας πληροφορίας, η ναυτική βάσις επλήγη απηνώς υπό των βομβαρδισμών. Πολλαί εγκαταστάσεις κατεστράφησαν, αι δε απώλειαι εις ανθρώπους και υλικόν θεωρούνται σοβαραί. Η πυρκαϊά διήρκεσεν επί πολλάς ώρας. ΕΠΙΣΚΟΠΗΣΙΣ ΕΙΣ ΣΑΪΓΚΟΝ και ανεφλέγη. Κατά τας πληροφορίας, η ναυτική βάσις επλήγη απηνώς υπό των βομβαρδισμών. Πολλαί εγκαταστάσεις κατεστράφησαν, αι δε απώλειαι εις ανθρώπους και υλικόν θεωρούνται σοβαραί. Η πυρκαϊά διήρκεσεν επί πολλάς ώρας.: [631, 777, 1184, 893]
- article-body: ΠΟΡΤ Ο' ΠΡΙΝΣ, 22. — Ο Πρόεδρος της Αϊτής Φρανσουά Ντυβαλιέ ώρισε διάδοχόν του τον υιόν του Ζαν Κλωντ, ηλικίας 19 ετών.: [446, 982, 623, 1027]
- article-weather: [446, 1473, 623, 1718]
- article-body: ΑΘΗΝΑΙ, 22. — Αρμοδίως εγκρίθη υπό της επιτροπής νομισματικών θεμάτων το πρόγραμμα διευκολύνσεως των εξαγωγών βιομηχανικού ελαιολάδου.: [1191, 1604, 1566, 1639]
- headline: ΑΥΣΤΗΡΟΤΑΤΑ ΜΕΤΡΑ ΑΣΦΑΛΕΙΑΣ ΕΙΣ ΓΑΛΛΙΑΝ ΔΙΑ ΤΗΝ ΠΡΟΣΤΑΣΙΑΝ ΑΤΟΜΙΚΩΝ ΜΥΣΤΙΚΩΝ: [1202, 1758, 1555, 1789]
- headline: Ο ΠΟΙΗΤΗΣ ΝΕΡΟΥΝΤΑ ΠΡΕΣΒΥΣ ΤΗΣ ΧΙΛΗΣ ΕΙΣ ΠΑΡΙΣΙΟΥΣ: [461, 1348, 609, 1385]
- column-rule: [441, 18, 442, 2312]
- article-body-cont: ΤΕΛ ΑΒΙΒ, 22. (Ημιεπ. Τύπου). — Η Ισραηλινή πρωθυπουργός κ. Γκόλντα Μέιρ εδήλωσεν ότι η έλευσις μιας δικαίας ειρήνης εις τον χώρον της Μέσης Ανατολής θα καθυστερήση, λόγω της στάσεως των αραβικών χωρών. Εν τω μεταξύ, ο Αμερικανός υπουργός εξωτερικών κ. Ρότζερς απέστειλε μήνυμα προς τον Αιγύπτιον υπουργόν κ. Ριάντ.: [819, 1399, 1184, 1588]
- article-medical-expenses: [20, 342, 438, 574]
- article-neruda: [446, 1344, 623, 1470]
- article-body: ΛΕΥΚΩΣΙΑ, 22. (Αθην. Πρακτ.). — Ο αντιπρόσωπος του Γενικού Γραμματέως του ΟΗΕ εις Κύπρον κ. Τάσκα μετέβη αεροπορικώς εις Άγκυραν, κατόπιν των μυστικών συνομιλιών του μετά του Αρχιεπισκόπου Μακαρίου εις την Λευκωσίαν.: [1191, 386, 1566, 432]
- headline: ΑΙΘΙΟΨ ΘΑ ΘΕΣΗ ΥΠΟΨΗΦΙΟΤΗΤΑ ΔΙΑ ΝΑ ΔΙΑΔΕΧΘΗ ΤΟΝ κ. ΘΑΝΤ: [466, 23, 604, 61]
- article-council-of-state: [20, 577, 438, 867]
- article-body: ΣΑΪΓΚΟΝ, 22. (Ρώυτερ). — Οι Βιετ Κογκ εβομβάρδισαν διά μεγάλων ρουκεττών των 122 χιλιοστών το αεροδρόμιον Μπεν Χοα, εις το οποίον σταθμεύουν αμερικανικά αεροσκάφη. Κατά τας πληροφορίας, προεκλήθησαν ζημίαι εις εγκαταστάσεις και αεροσκάφη. Εν τω μεταξύ, κομμουνιστικαί δυνάμεις προελαύνουν ταχέως πέραν του Πικ Νιλ, εις το Λάος, ενώ εις την Ουάσιγκτον εξετάζεται το θέμα της παροχής συμπληρωματικής βοηθείας. Η ΑΜΕΡΙΚΑΝΙΚΗ ΒΟΗΘΕΙΑ ΣΑΪΓΚΟΝ, 22. (Ρώυτερ). — Οι Βιετ Κογκ εβομβάρδισαν διά μεγάλων ρουκεττών των 122 χιλιοστών το αεροδρόμιον Μπεν Χοα, εις το οποίον σταθμεύουν αμερικανικά αεροσκάφη. Κατά τας πληροφορίας, προεκλήθησαν ζημίαι εις εγκαταστάσεις και αεροσκάφη. Εν τω μεταξύ, κομμουνιστικαί δυνάμεις προελαύνουν ταχέως πέραν του Πικ Νιλ, εις το Λάος, ενώ εις την Ουάσιγκτον εξετάζεται το θέμα της παροχής συμπληρωματικής βοηθείας. ΑΝΤΙΔΡΑΣΙΣ ΟΥ ΘΑΝΤ ΣΑΪΓΚΟΝ, 22. (Ρώυτερ). — Οι Βιετ Κογκ εβομβάρδισαν διά μεγάλων ρουκεττών των 122 χιλιοστών το αεροδρόμιον Μπεν Χοα, εις το οποίον σταθμεύουν αμερικανικά αεροσκάφη. Κατά τας πληροφορίας, προεκλήθησαν ζημίαι εις εγκαταστάσεις και αεροσκάφη. Εν τω μεταξύ, κομμουνιστικαί δυνάμεις προελαύνουν ταχέως πέραν του Πικ Νιλ, εις το Λάος, ενώ εις την Ουάσιγκτον εξετάζεται το θέμα της παροχής συμπληρωματικής βοηθείας. ΕΞΕΡΡΑΓΗ ΒΟΜΒΑ ΣΑΪΓΚΟΝ, 22. (Ρώυτερ). — Οι Βιετ Κογκ εβομβάρδισαν διά μεγάλων ρουκεττών των 122 χιλιοστών το αεροδρόμιον Μπεν Χοα, εις το οποίον σταθμεύουν αμερικανικά αεροσκάφη. Κατά τας πληροφορίας, προεκλήθησαν ζημίαι εις εγκαταστάσεις και αεροσκάφη. Εν τω μεταξύ, κομμουνιστικαί δυνάμεις προελαύνουν ταχέως πέραν του Πικ Νιλ, εις το Λάος, ενώ εις την Ουάσιγκτον εξετάζεται το θέμα της παροχής συμπληρωματικής βοηθείας. ΚΑΙ ΑΛΛΟΙ ΑΠΗΛΛΑΓΗΣΑΝ ΣΑΪΓΚΟΝ, 22. (Ρώυτερ). — Οι Βιετ Κογκ εβομβάρδισαν διά μεγάλων ρουκεττών των 122 χιλιοστών το αεροδρόμιον Μπεν Χοα, εις το οποίον σταθμεύουν αμερικανικά αεροσκάφη. Κατά τας πληροφορίας, προεκλήθησαν ζημίαι εις εγκαταστάσεις και αεροσκάφη. Εν τω μεταξύ, κομμουνιστικαί δυνάμεις προελαύνουν ταχέως πέραν του Πικ Νιλ, εις το Λάος, ενώ εις την Ουάσιγκτον εξετάζεται το θέμα της παροχής συμπληρωματικής βοηθείας.: [631, 176, 1184, 468]
- article-commonwealth: [1191, 822, 1566, 1067]
- article-body: ΚΩΝΣΤΑΝΤΙΝΟΥΠΟΛΙΣ, 22. — Ο κ. Ντεμιρέλ εδήλωσεν ότι δεν πρόκειται να παραδώση την εξουσίαν εις την αντιπολίτευσιν, ήτις απαιτεί πεισμόνως την παραίτησιν της κυβερνήσεως.: [20, 1705, 438, 1739]
- article-body: ΑΓΚΥΡΑ, 22. (Ημιεπ. Τύπου). — Ο Τούρκος πρωθυπουργός κ. Ντεμιρέλ προέτεινεν εις την Περσίαν και το Πακιστάν όπως αι τρεις χώραι διαμορφώσουν κοινόν μέτωπον κατά του κομμουνιστικού κινδύνου εις την περιοχήν.: [20, 1156, 438, 1202]
- headline: Η ΔΑΝΙΑ ΕΧΟΡΗΓΗΣΕΝ ΑΣΥΛΟΝ ΕΙΣ ΤΟΝ ΝΤΟΥΣΚΕ: [453, 743, 616, 769]
- article-poland-shipyards: [1191, 653, 1566, 818]
- article-body: ΑΘΗΝΑΙ, 22. — Διευκρινίζεται υπό του υπουργείου οικονομικών ότι τα καταβληθέντα έξοδα δι' ιατρικήν και νοσοκομειακήν περίθαλψιν του φορολογουμένου και των μελών της οικογενείας του εκπίπτουν εκ του φορολογητέου εισοδήματος, υπό την προϋπόθεσιν υποβολής των σχετικών δικαιολογητικών.: [20, 390, 438, 448]
